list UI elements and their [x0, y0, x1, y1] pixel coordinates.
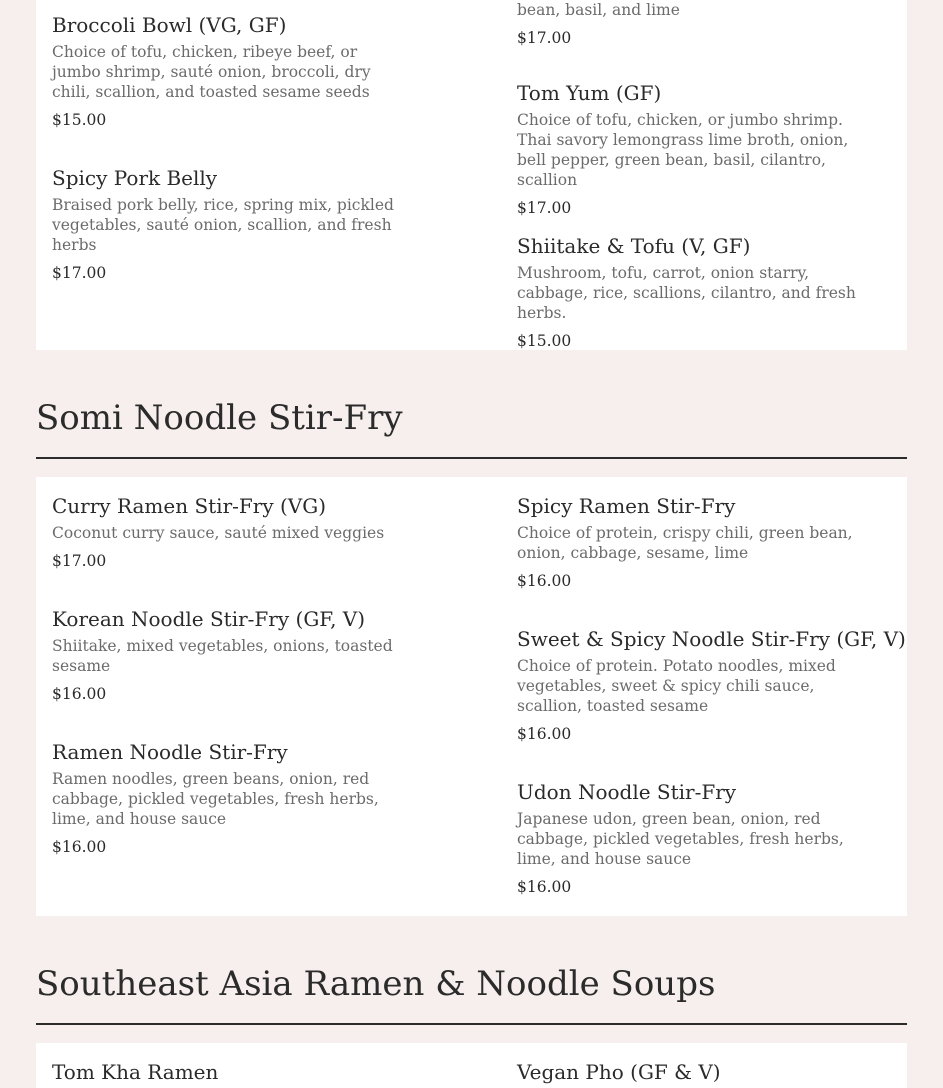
- menu-item: [52, 739, 397, 857]
- menu-item-price: $17.00: [517, 29, 572, 47]
- menu-item-price: $15.00: [517, 332, 572, 350]
- menu-item-name: Sweet & Spicy Noodle Stir-Fry (GF, V): [517, 627, 906, 651]
- menu-item-description: Braised pork belly, rice, spring mix, pickled vegetables, sauté onion, scallion, and fresh herbs: [52, 196, 394, 254]
- menu-item: [517, 779, 867, 897]
- menu-item: [52, 493, 397, 571]
- menu-item-description: Ramen noodles, green beans, onion, red cabbage, pickled vegetables, fresh herbs, lime, and house sauce: [52, 770, 379, 828]
- menu-item-price: $16.00: [52, 838, 107, 856]
- menu-item-name: Vegan Pho (GF & V): [517, 1060, 721, 1084]
- menu-item-description: Mushroom, tofu, carrot, onion starry, cabbage, rice, scallions, cilantro, and fresh herbs.: [517, 264, 856, 322]
- section-divider: [36, 1023, 907, 1025]
- menu-item-name: Broccoli Bowl (VG, GF): [52, 13, 287, 37]
- menu-item: [517, 493, 867, 591]
- menu-item: [52, 12, 397, 130]
- menu-item-price: $16.00: [517, 725, 572, 743]
- menu-item-description: Coconut curry sauce, sauté mixed veggies: [52, 524, 385, 542]
- menu-item: [517, 0, 867, 48]
- menu-card-noodle-soups: [36, 1043, 907, 1088]
- menu-item-name: Shiitake & Tofu (V, GF): [517, 234, 751, 258]
- menu-item-price: $16.00: [517, 572, 572, 590]
- menu-card-bowls: [36, 0, 907, 350]
- menu-item: [52, 165, 397, 283]
- menu-item: [517, 1059, 867, 1085]
- menu-item-name: Spicy Pork Belly: [52, 166, 218, 190]
- menu-item-name: Curry Ramen Stir-Fry (VG): [52, 494, 327, 518]
- menu-item: [517, 80, 867, 218]
- menu-item: [52, 1059, 397, 1085]
- menu-item-price: $16.00: [52, 685, 107, 703]
- menu-item-name: Ramen Noodle Stir-Fry: [52, 740, 288, 764]
- menu-item-description: Choice of tofu, chicken, or jumbo shrimp. Thai savory lemongrass lime broth, onion, bell pepper, green bean, basil, cilantro, scallion: [517, 111, 849, 189]
- menu-item-price: $16.00: [517, 878, 572, 896]
- section-title: Somi Noodle Stir-Fry: [36, 398, 403, 438]
- menu-item: [517, 626, 906, 744]
- menu-item-description: bean, basil, and lime: [517, 1, 680, 19]
- menu-item-description: Shiitake, mixed vegetables, onions, toasted sesame: [52, 637, 393, 675]
- menu-item-description: Japanese udon, green bean, onion, red cabbage, pickled vegetables, fresh herbs, lime, and house sauce: [517, 810, 844, 868]
- menu-item-price: $17.00: [517, 199, 572, 217]
- menu-item: [52, 606, 397, 704]
- menu-item-name: Udon Noodle Stir-Fry: [517, 780, 737, 804]
- menu-item-description: Choice of protein, crispy chili, green bean, onion, cabbage, sesame, lime: [517, 524, 853, 562]
- menu-card-stir-fry: [36, 477, 907, 916]
- menu-item-name: Tom Yum (GF): [517, 81, 662, 105]
- menu-item-description: Choice of tofu, chicken, ribeye beef, or jumbo shrimp, sauté onion, broccoli, dry chili, scallion, and toasted sesame seeds: [52, 43, 371, 101]
- section-title: Southeast Asia Ramen & Noodle Soups: [36, 964, 716, 1004]
- section-divider: [36, 457, 907, 459]
- menu-item-name: Korean Noodle Stir-Fry (GF, V): [52, 607, 366, 631]
- menu-item-name: Spicy Ramen Stir-Fry: [517, 494, 736, 518]
- menu-item-price: $15.00: [52, 111, 107, 129]
- menu-item-price: $17.00: [52, 264, 107, 282]
- menu-item-description: Choice of protein. Potato noodles, mixed vegetables, sweet & spicy chili sauce, scallion, toasted sesame: [517, 657, 836, 715]
- menu-item-name: Tom Kha Ramen: [52, 1060, 219, 1084]
- menu-item: [517, 233, 867, 351]
- menu-item-price: $17.00: [52, 552, 107, 570]
